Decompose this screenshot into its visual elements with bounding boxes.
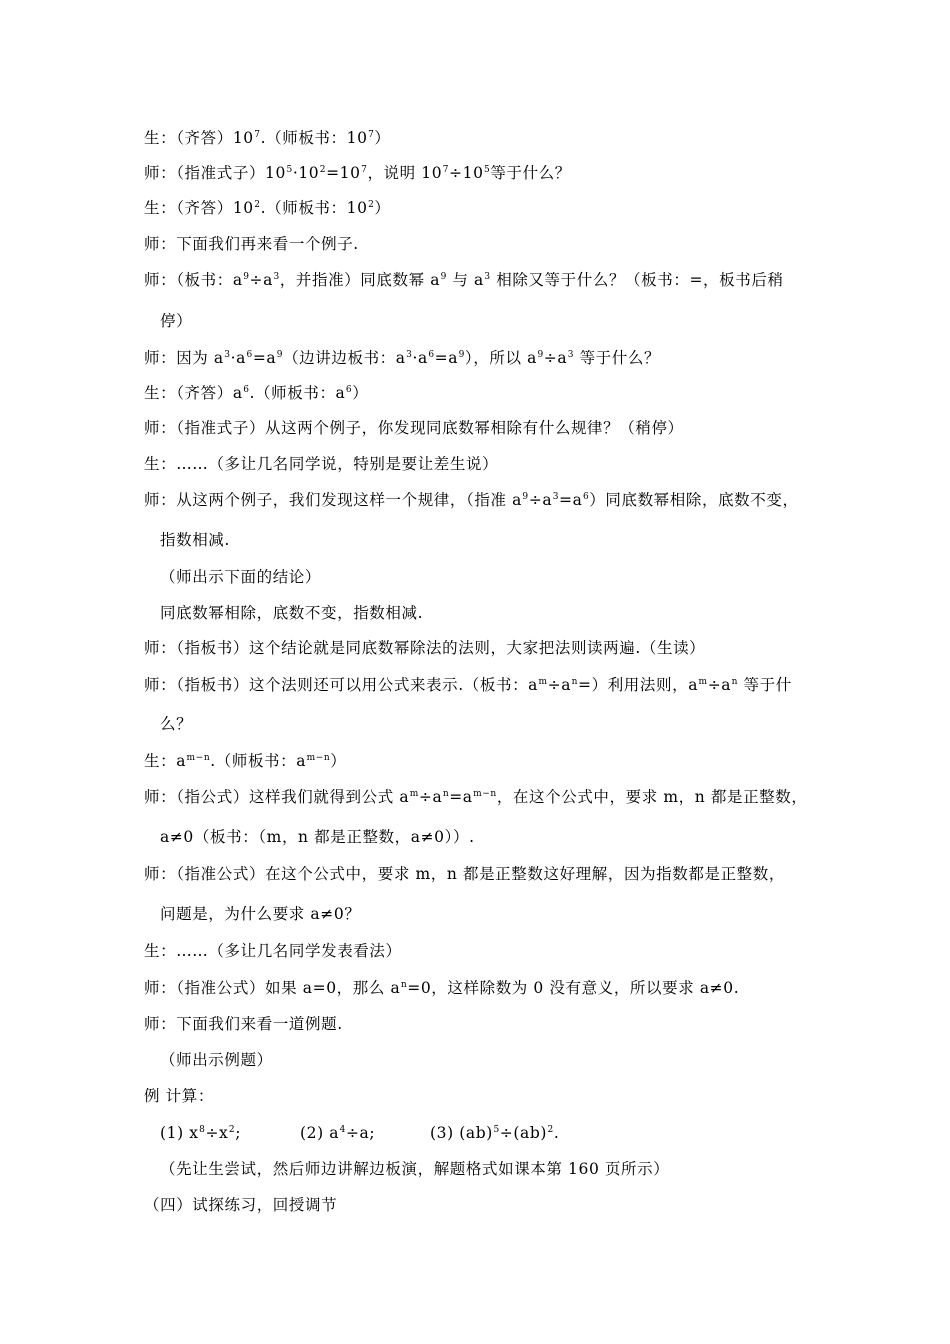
dialogue-line: 师：（指板书）这个法则还可以用公式来表示.（板书：$a^m\div a^n=$）利用法则，$a^m\div a^n$ 等于什 [144, 676, 792, 694]
dialogue-continuation: 指数相减. [160, 531, 230, 549]
dialogue-line: 生：……（多让几名同学说，特别是要让差生说） [144, 455, 499, 473]
dialogue-continuation: 停） [160, 312, 193, 330]
dialogue-continuation: 么？ [160, 715, 193, 733]
stage-note: （师出示下面的结论） [160, 568, 322, 586]
dialogue-line: 师：（指板书）这个结论就是同底数幂除法的法则，大家把法则读两遍.（生读） [144, 639, 706, 657]
stage-note: （先让生尝试，然后师边讲解边板演，解题格式如课本第 160 页所示） [160, 1160, 670, 1178]
example-item-1: (1) $x^8\div x^2$; [160, 1124, 242, 1142]
dialogue-line: 生：（齐答）$a^6$.（师板书：$a^6$） [144, 384, 369, 402]
dialogue-continuation: 问题是，为什么要求 a≠0？ [160, 905, 361, 923]
rule-statement: 同底数幂相除，底数不变，指数相减. [160, 604, 424, 622]
dialogue-line: 师：（板书：$a^9\div a^3$，并指准）同底数幂 $a^9$ 与 $a^3$ 相除又等于什么？（板书：=，板书后稍 [144, 271, 784, 289]
dialogue-line: 生：$a^{m-n}$.（师板书：$a^{m-n}$） [144, 752, 347, 770]
example-heading: 例 计算： [144, 1087, 214, 1105]
dialogue-line: 生：（齐答）$10^7$.（师板书：$10^7$） [144, 129, 391, 147]
example-item-2: (2) $a^4\div a$; [300, 1124, 376, 1142]
dialogue-line: 师：从这两个例子，我们发现这样一个规律，（指准 $a^9\div a^3=a^6$）同底数幂相除，底数不变， [144, 491, 799, 509]
dialogue-line: 师：（指公式）这样我们就得到公式 $a^m\div a^n=a^{m-n}$，在这个公式中，要求 m，n 都是正整数， [144, 788, 808, 806]
dialogue-line: 师：（指准公式）如果 a=0，那么 $a^n=0$，这样除数为 0 没有意义，所以要求 a≠0. [144, 979, 740, 997]
dialogue-line: 师：（指准式子）$10^5\cdot 10^2=10^7$，说明 $10^7\div 10^5$等于什么？ [144, 164, 571, 182]
dialogue-line: 师：下面我们来看一道例题. [144, 1015, 343, 1033]
example-item-3: (3) (ab)$^5$÷(ab)$^2$. [430, 1124, 560, 1142]
dialogue-continuation: a≠0（板书：（m，n 都是正整数，a≠0））. [160, 828, 475, 846]
dialogue-line: 生：……（多让几名同学发表看法） [144, 942, 402, 960]
dialogue-line: 生：（齐答）$10^2$.（师板书：$10^2$） [144, 199, 391, 217]
dialogue-line: 师：因为 $a^3\cdot a^6=a^9$（边讲边板书：$a^3\cdot a^6=a^9$），所以 $a^9\div a^3$ 等于什么？ [144, 349, 661, 367]
stage-note: （师出示例题） [160, 1051, 273, 1069]
dialogue-line: 师：下面我们再来看一个例子. [144, 235, 359, 253]
section-heading: （四）试探练习，回授调节 [144, 1196, 338, 1214]
dialogue-line: 师：（指准公式）在这个公式中，要求 m，n 都是正整数这好理解，因为指数都是正整数， [144, 865, 785, 883]
dialogue-line: 师：（指准式子）从这两个例子，你发现同底数幂相除有什么规律？（稍停） [144, 419, 684, 437]
